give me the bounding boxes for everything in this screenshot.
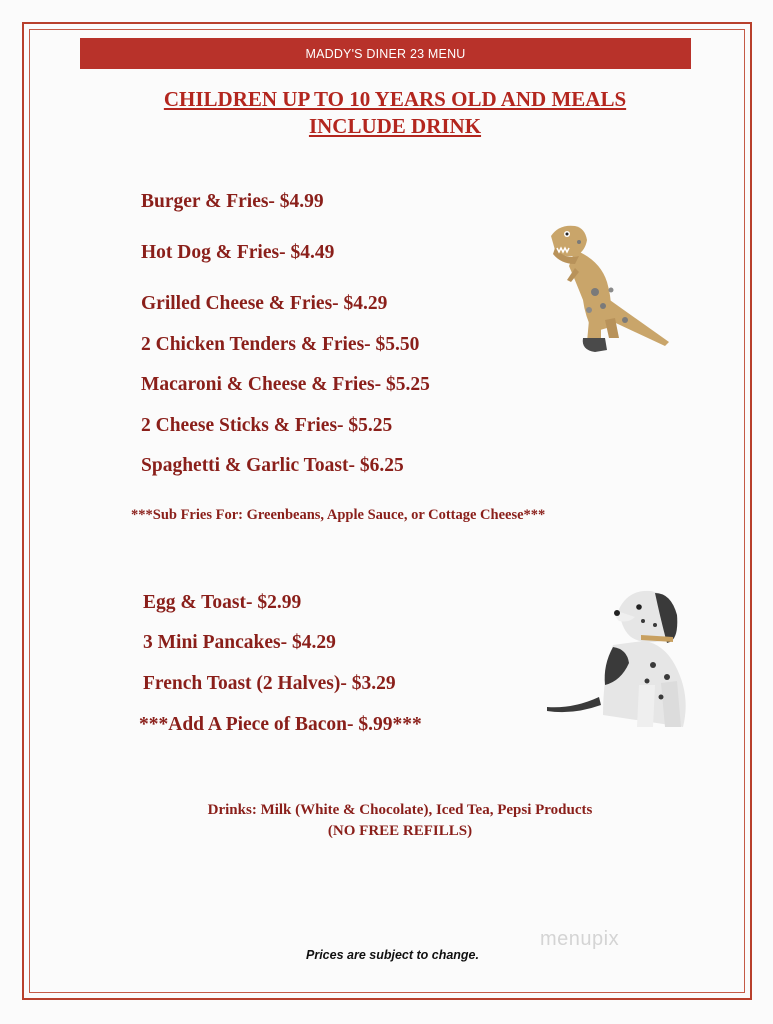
header-bar <box>80 38 691 69</box>
drinks-line-2: (NO FREE REFILLS) <box>327 823 473 839</box>
menu-item: Macaroni & Cheese & Fries- $5.25 <box>141 374 430 395</box>
dog-illustration <box>543 585 693 735</box>
menu-item: Egg & Toast- $2.99 <box>143 592 302 613</box>
title-line-1: CHILDREN UP TO 10 YEARS OLD AND MEALS <box>163 87 627 111</box>
menu-item: 2 Cheese Sticks & Fries- $5.25 <box>141 415 393 436</box>
menu-item: Hot Dog & Fries- $4.49 <box>141 242 335 263</box>
drinks-line-1: Drinks: Milk (White & Chocolate), Iced Tea, Pepsi Products <box>207 802 593 818</box>
header-bar-text: MADDY'S DINER 23 MENU <box>305 46 466 61</box>
substitution-note: ***Sub Fries For: Greenbeans, Apple Sauce, or Cottage Cheese*** <box>131 507 546 523</box>
bacon-addon: ***Add A Piece of Bacon- $.99*** <box>139 714 422 735</box>
menu-item: 2 Chicken Tenders & Fries- $5.50 <box>141 334 420 355</box>
menu-item: Grilled Cheese & Fries- $4.29 <box>141 293 388 314</box>
menu-item: Spaghetti & Garlic Toast- $6.25 <box>141 455 404 476</box>
drinks-info <box>140 800 660 842</box>
dinosaur-illustration <box>545 220 675 362</box>
page-title <box>110 86 680 140</box>
menu-item: 3 Mini Pancakes- $4.29 <box>143 632 336 653</box>
title-line-2: INCLUDE DRINK <box>308 114 482 138</box>
menu-item: French Toast (2 Halves)- $3.29 <box>143 673 396 694</box>
watermark: menupix <box>540 928 620 950</box>
menu-item: Burger & Fries- $4.99 <box>141 191 324 212</box>
price-disclaimer: Prices are subject to change. <box>306 948 479 962</box>
